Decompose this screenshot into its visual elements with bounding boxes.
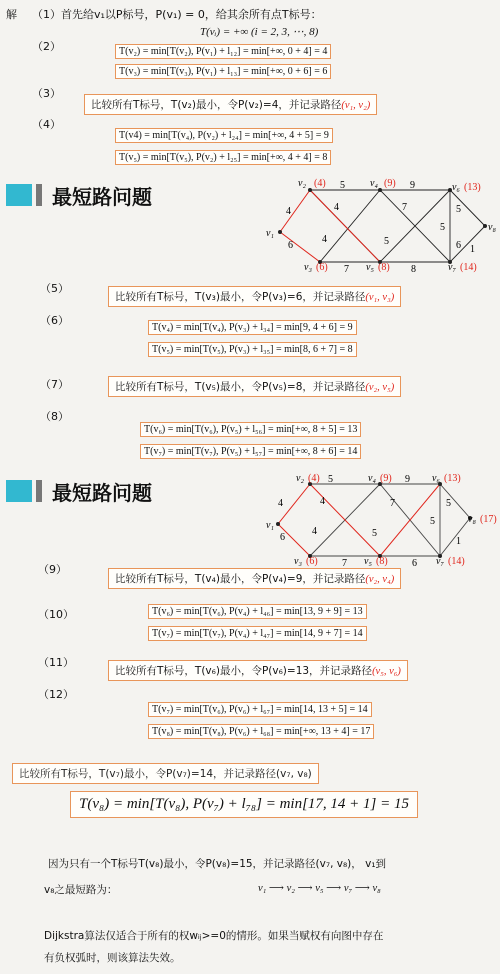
- node-v8-label: (17): [480, 514, 497, 525]
- node-v7-label: (14): [460, 262, 477, 273]
- node-v3: v₃: [304, 262, 312, 273]
- edge-weight: 9: [410, 180, 415, 191]
- edge-weight: 5: [372, 528, 377, 539]
- note-line-2: 有负权弧时，则该算法失效。: [44, 952, 181, 964]
- node-v7: v₇: [436, 556, 444, 567]
- compare-text-9: 比较所有T标号，T(v₄)最小，令P(v₄)=9，并记录路径: [115, 573, 366, 585]
- node-v5: v₅: [364, 556, 372, 567]
- edge-weight: 7: [402, 202, 407, 213]
- node-v6-label: (13): [444, 473, 461, 484]
- step-2-label: （2）: [32, 40, 61, 53]
- node-v8: v₈: [468, 514, 476, 525]
- node-v4: v₄: [370, 178, 378, 189]
- compare-text-3: 比较所有T标号，T(v₂)最小，令P(v₂)=4，并记录路径: [91, 99, 342, 111]
- edge-weight: 5: [430, 516, 435, 527]
- edge-weight: 4: [278, 498, 283, 509]
- formula-12b: T(v₈) = min[T(v₈), P(v₆) + l₆₈] = min[+∞, 13 + 4] = 17: [148, 724, 374, 739]
- edge-weight: 4: [320, 496, 325, 507]
- edge-weight: 4: [322, 234, 327, 245]
- compare-text-5: 比较所有T标号，T(v₃)最小，令P(v₃)=6，并记录路径: [115, 291, 366, 303]
- node-v3: v₃: [294, 556, 302, 567]
- edge-weight: 5: [340, 180, 345, 191]
- edge-weight: 6: [456, 240, 461, 251]
- edge-weight: 1: [456, 536, 461, 547]
- heading-accent-block: [6, 480, 32, 502]
- compare-text-13: 比较所有T标号，T(v₇)最小，令P(v₇)=14，并记录路径(v₇, v₈): [19, 768, 312, 780]
- compare-path-7: (v₂, v₅): [365, 382, 395, 393]
- step-12-label: （12）: [38, 688, 74, 701]
- step-11-label: （11）: [38, 656, 74, 669]
- compare-box-11: [108, 660, 408, 681]
- edge-weight: 6: [412, 558, 417, 568]
- node-v6-label: (13): [464, 182, 481, 193]
- formula-6a: T(v₄) = min[T(v₄), P(v₃) + l₃₄] = min[9, 4 + 6] = 9: [148, 320, 357, 335]
- edge-weight: 5: [440, 222, 445, 233]
- edge-weight: 9: [405, 474, 410, 485]
- step-3-label: （3）: [32, 87, 61, 100]
- node-v6: v₆: [432, 473, 440, 484]
- conclusion-line-2: v₈之最短路为：: [44, 884, 118, 896]
- step-9-label: （9）: [38, 563, 67, 576]
- compare-box-9: [108, 568, 401, 589]
- final-formula: T(v₈) = min[T(v₈), P(v₇) + l₇₈] = min[17, 14 + 1] = 15: [70, 791, 418, 818]
- step-5-label: （5）: [40, 282, 69, 295]
- step-7-label: （7）: [40, 378, 69, 391]
- formula-10b: T(v₇) = min[T(v₇), P(v₄) + l₄₇] = min[14, 9 + 7] = 14: [148, 626, 367, 641]
- graph-diagram-1: [260, 176, 500, 276]
- compare-box-7: [108, 376, 401, 397]
- node-v6: v₆: [452, 182, 460, 193]
- edge-weight: 4: [286, 206, 291, 217]
- conclusion-line-1: 因为只有一个T标号T(v₈)最小，令P(v₈)=15，并记录路径(v₇, v₈)， v₁到: [48, 858, 387, 870]
- edge-weight: 7: [344, 264, 349, 275]
- edge-weight: 8: [411, 264, 416, 275]
- edge-weight: 1: [470, 244, 475, 255]
- edge-weight: 7: [342, 558, 347, 568]
- compare-text-7: 比较所有T标号，T(v₅)最小，令P(v₅)=8，并记录路径: [115, 381, 366, 393]
- node-v2: v₂: [298, 178, 306, 189]
- edge-weight: 7: [390, 498, 395, 509]
- shortest-path: v₁ ⟶ v₂ ⟶ v₅ ⟶ v₇ ⟶ v₈: [258, 883, 381, 894]
- node-v8: v₈: [488, 222, 496, 233]
- heading-accent-bar: [36, 480, 42, 502]
- formula-12a: T(v₇) = min[T(v₆), P(v₆) + l₆₇] = min[14, 13 + 5] = 14: [148, 702, 372, 717]
- compare-text-11: 比较所有T标号，T(v₆)最小，令P(v₆)=13，并记录路径: [115, 665, 373, 677]
- formula-8a: T(v₆) = min[T(v₆), P(v₅) + l₅₆] = min[+∞, 8 + 5] = 13: [140, 422, 361, 437]
- node-v4-label: (9): [384, 178, 396, 189]
- solution-label: 解: [6, 8, 17, 21]
- compare-box-13: [12, 763, 319, 784]
- step-10-label: （10）: [38, 608, 74, 621]
- compare-path-3: (v₁, v₂): [341, 100, 371, 111]
- edge-weight: 5: [384, 236, 389, 247]
- edge-weight: 5: [328, 474, 333, 485]
- node-v2: v₂: [296, 473, 304, 484]
- node-v1: v₁: [266, 228, 274, 239]
- compare-box-3: [84, 94, 377, 115]
- intro-text: （1）首先给v₁以P标号，P(v₁) = 0，给其余所有点T标号：: [32, 8, 322, 21]
- formula-6b: T(v₅) = min[T(v₅), P(v₃) + l₃₅] = min[8, 6 + 7] = 8: [148, 342, 357, 357]
- compare-path-11: (v₅, v₆): [372, 666, 401, 677]
- node-v1: v₁: [266, 520, 274, 531]
- edge-weight: 6: [280, 532, 285, 543]
- heading-accent-bar: [36, 184, 42, 206]
- step-8-label: （8）: [40, 410, 69, 423]
- edge-weight: 4: [334, 202, 339, 213]
- edge-weight: 6: [288, 240, 293, 251]
- node-v4-label: (9): [380, 473, 392, 484]
- node-v4: v₄: [368, 473, 376, 484]
- node-v2-label: (4): [314, 178, 326, 189]
- node-v3-label: (6): [306, 556, 318, 567]
- step-6-label: （6）: [40, 314, 69, 327]
- section-heading-2: 最短路问题: [52, 481, 152, 505]
- node-v7: v₇: [448, 262, 456, 273]
- node-v5-label: (8): [376, 556, 388, 567]
- edge-weight: 4: [312, 526, 317, 537]
- formula-10a: T(v₆) = min[T(v₆), P(v₄) + l₄₆] = min[13, 9 + 9] = 13: [148, 604, 367, 619]
- intro-formula: T(vᵢ) = +∞ (i = 2, 3, ⋯, 8): [200, 26, 319, 38]
- node-v3-label: (6): [316, 262, 328, 273]
- step-4-label: （4）: [32, 118, 61, 131]
- node-v7-label: (14): [448, 556, 465, 567]
- node-v2-label: (4): [308, 473, 320, 484]
- compare-path-5: (v₁, v₃): [365, 292, 395, 303]
- edge-weight: 5: [456, 204, 461, 215]
- section-heading-1: 最短路问题: [52, 185, 152, 209]
- note-line-1: Dijkstra算法仅适合于所有的权wᵢⱼ>=0的情形。如果当赋权有向图中存在: [44, 930, 384, 942]
- edge-weight: 5: [446, 498, 451, 509]
- compare-box-5: [108, 286, 401, 307]
- formula-2a: T(v₂) = min[T(v₂), P(v₁) + l₁₂] = min[+∞, 0 + 4] = 4: [115, 44, 331, 59]
- heading-accent-block: [6, 184, 32, 206]
- formula-8b: T(v₇) = min[T(v₇), P(v₅) + l₅₇] = min[+∞, 8 + 6] = 14: [140, 444, 361, 459]
- graph-diagram-2: [260, 472, 500, 568]
- node-v5: v₅: [366, 262, 374, 273]
- node-v5-label: (8): [378, 262, 390, 273]
- compare-path-9: (v₂, v₄): [365, 574, 395, 585]
- formula-4a: T(v4) = min[T(v₄), P(v₂) + l₂₄] = min[+∞, 4 + 5] = 9: [115, 128, 333, 143]
- formula-4b: T(v₅) = min[T(v₅), P(v₂) + l₂₅] = min[+∞, 4 + 4] = 8: [115, 150, 331, 165]
- formula-2b: T(v₃) = min[T(v₃), P(v₁) + l₁₃] = min[+∞, 0 + 6] = 6: [115, 64, 331, 79]
